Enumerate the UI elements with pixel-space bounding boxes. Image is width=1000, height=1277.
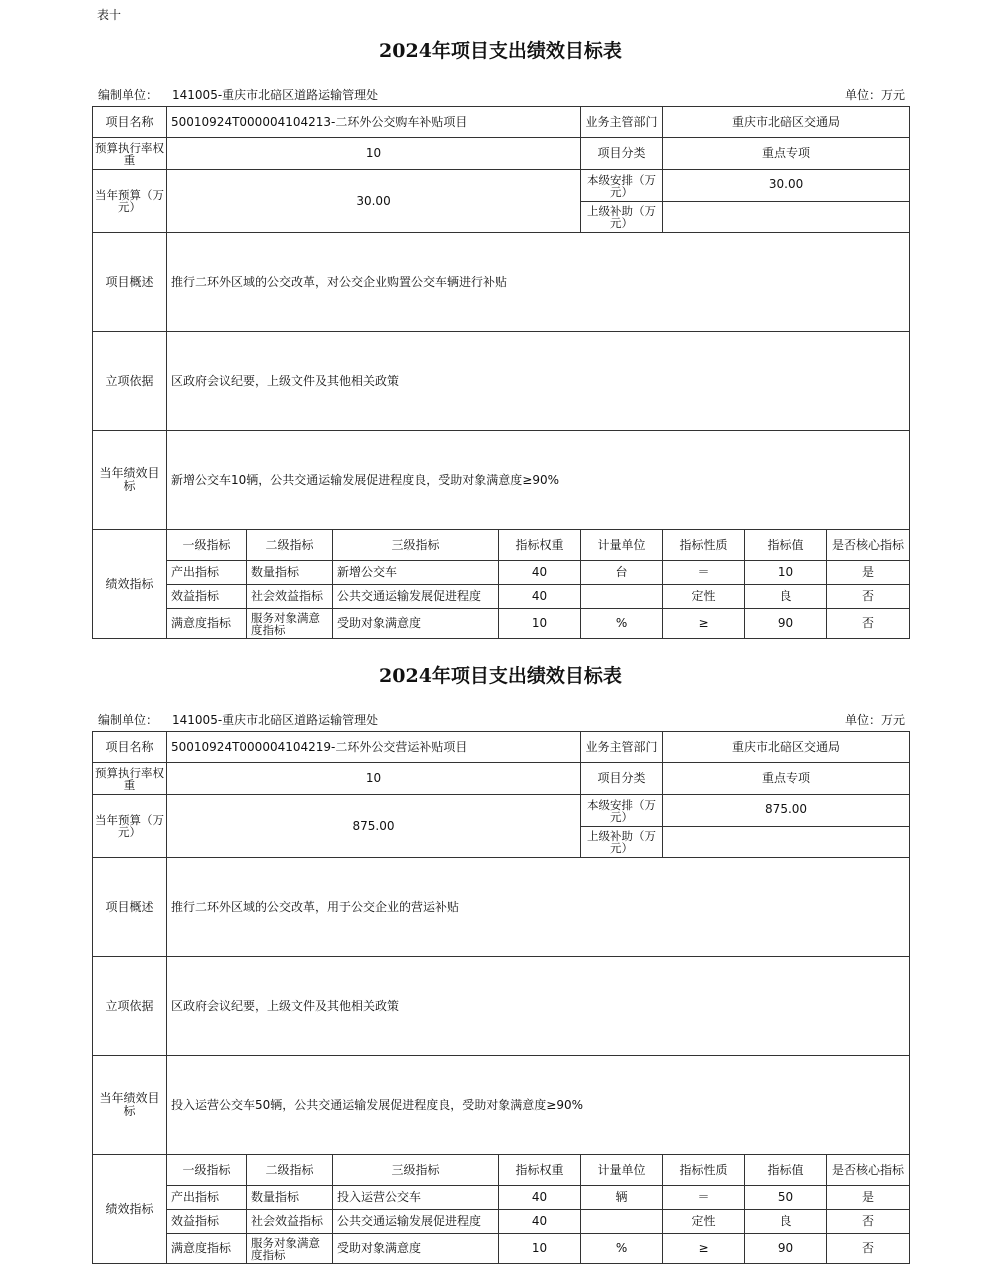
cell: 社会效益指标	[247, 1210, 333, 1234]
goal-value: 新增公交车10辆，公共交通运输发展促进程度良，受助对象满意度≥90%	[167, 431, 910, 530]
cell: 是	[827, 561, 910, 585]
cell: 90	[745, 609, 827, 639]
header-cell: 指标权重	[499, 530, 581, 561]
table-row	[93, 585, 910, 609]
cell: 服务对象满意度指标	[247, 1234, 333, 1264]
cell: 良	[745, 1210, 827, 1234]
cell: 效益指标	[167, 585, 247, 609]
cell: ＝	[663, 1186, 745, 1210]
cell: 是	[827, 1186, 910, 1210]
budget-label: 当年预算（万元）	[93, 170, 167, 233]
header-cell: 二级指标	[247, 1155, 333, 1186]
table-title: 2024年项目支出绩效目标表	[379, 40, 622, 62]
prepared-by-value: 141005-重庆市北碚区道路运输管理处	[172, 88, 379, 102]
table-row	[93, 1210, 910, 1234]
cell: 10	[745, 561, 827, 585]
header-cell: 一级指标	[167, 530, 247, 561]
upper-subsidy-label: 上级补助（万元）	[581, 202, 663, 233]
upper-subsidy-value	[663, 202, 910, 233]
upper-subsidy-label: 上级补助（万元）	[581, 827, 663, 858]
header-cell: 计量单位	[581, 530, 663, 561]
table-meta	[92, 86, 909, 104]
prepared-by-value: 141005-重庆市北碚区道路运输管理处	[172, 713, 379, 727]
header-cell: 指标性质	[663, 530, 745, 561]
cell: %	[581, 609, 663, 639]
dept-value: 重庆市北碚区交通局	[663, 107, 910, 138]
cell: 投入运营公交车	[333, 1186, 499, 1210]
cell: 否	[827, 1234, 910, 1264]
header-cell: 三级指标	[333, 1155, 499, 1186]
table-row	[93, 609, 910, 639]
goal-value: 投入运营公交车50辆，公共交通运输发展促进程度良，受助对象满意度≥90%	[167, 1056, 910, 1155]
dept-value: 重庆市北碚区交通局	[663, 732, 910, 763]
dept-label: 业务主管部门	[581, 107, 663, 138]
header-cell: 指标权重	[499, 1155, 581, 1186]
overview-label: 项目概述	[93, 233, 167, 332]
money-unit: 单位：万元	[844, 713, 905, 727]
table-row	[93, 561, 910, 585]
cell: 产出指标	[167, 1186, 247, 1210]
category-value: 重点专项	[663, 763, 910, 795]
project-name-value: 50010924T000004104219-二环外公交营运补贴项目	[167, 732, 581, 763]
cell: 40	[499, 561, 581, 585]
cell: 台	[581, 561, 663, 585]
project-name-value: 50010924T000004104213-二环外公交购车补贴项目	[167, 107, 581, 138]
cell: 40	[499, 1186, 581, 1210]
weight-label: 预算执行率权重	[93, 138, 167, 170]
cell: 效益指标	[167, 1210, 247, 1234]
money-unit: 单位：万元	[844, 88, 905, 102]
local-budget-value: 875.00	[663, 795, 910, 827]
cell: 定性	[663, 585, 745, 609]
cell: 服务对象满意度指标	[247, 609, 333, 639]
budget-value: 30.00	[167, 170, 581, 233]
dept-label: 业务主管部门	[581, 732, 663, 763]
cell: 辆	[581, 1186, 663, 1210]
basis-label: 立项依据	[93, 332, 167, 431]
category-value: 重点专项	[663, 138, 910, 170]
cell	[581, 585, 663, 609]
performance-table-1	[92, 36, 909, 639]
goal-table	[92, 731, 910, 1264]
overview-label: 项目概述	[93, 858, 167, 957]
cell: 受助对象满意度	[333, 1234, 499, 1264]
table-title: 2024年项目支出绩效目标表	[379, 665, 622, 687]
cell: 满意度指标	[167, 609, 247, 639]
upper-subsidy-value	[663, 827, 910, 858]
header-cell: 是否核心指标	[827, 530, 910, 561]
cell: 90	[745, 1234, 827, 1264]
cell: 数量指标	[247, 1186, 333, 1210]
cell: 10	[499, 1234, 581, 1264]
cell: 40	[499, 585, 581, 609]
budget-label: 当年预算（万元）	[93, 795, 167, 858]
goal-label: 当年绩效目标	[93, 1056, 167, 1155]
header-cell: 指标性质	[663, 1155, 745, 1186]
budget-value: 875.00	[167, 795, 581, 858]
local-budget-label: 本级安排（万元）	[581, 795, 663, 827]
header-cell: 二级指标	[247, 530, 333, 561]
table-row	[93, 1234, 910, 1264]
perf-indicators-label: 绩效指标	[93, 530, 167, 639]
cell: 否	[827, 1210, 910, 1234]
cell: 新增公交车	[333, 561, 499, 585]
weight-value: 10	[167, 763, 581, 795]
weight-label: 预算执行率权重	[93, 763, 167, 795]
cell: ＝	[663, 561, 745, 585]
cell: 满意度指标	[167, 1234, 247, 1264]
basis-value: 区政府会议纪要，上级文件及其他相关政策	[167, 332, 910, 431]
prepared-by-label: 编制单位：	[98, 88, 159, 102]
cell	[581, 1210, 663, 1234]
cell: 否	[827, 609, 910, 639]
header-cell: 指标值	[745, 530, 827, 561]
cell: 良	[745, 585, 827, 609]
perf-indicators-label: 绩效指标	[93, 1155, 167, 1264]
header-cell: 指标值	[745, 1155, 827, 1186]
cell: 受助对象满意度	[333, 609, 499, 639]
category-label: 项目分类	[581, 138, 663, 170]
basis-value: 区政府会议纪要，上级文件及其他相关政策	[167, 957, 910, 1056]
overview-value: 推行二环外区域的公交改革，对公交企业购置公交车辆进行补贴	[167, 233, 910, 332]
project-name-label: 项目名称	[93, 732, 167, 763]
cell: ≥	[663, 609, 745, 639]
cell: 数量指标	[247, 561, 333, 585]
project-name-label: 项目名称	[93, 107, 167, 138]
category-label: 项目分类	[581, 763, 663, 795]
overview-value: 推行二环外区域的公交改革，用于公交企业的营运补贴	[167, 858, 910, 957]
prepared-by-label: 编制单位：	[98, 713, 159, 727]
cell: 10	[499, 609, 581, 639]
cell: 公共交通运输发展促进程度	[333, 1210, 499, 1234]
local-budget-label: 本级安排（万元）	[581, 170, 663, 202]
cell: 40	[499, 1210, 581, 1234]
cell: 定性	[663, 1210, 745, 1234]
goal-table	[92, 106, 910, 639]
cell: 公共交通运输发展促进程度	[333, 585, 499, 609]
cell: 产出指标	[167, 561, 247, 585]
cell: 50	[745, 1186, 827, 1210]
basis-label: 立项依据	[93, 957, 167, 1056]
local-budget-value: 30.00	[663, 170, 910, 202]
performance-table-2	[92, 661, 909, 1264]
header-cell: 是否核心指标	[827, 1155, 910, 1186]
weight-value: 10	[167, 138, 581, 170]
goal-label: 当年绩效目标	[93, 431, 167, 530]
cell: 否	[827, 585, 910, 609]
table-row	[93, 1186, 910, 1210]
header-cell: 一级指标	[167, 1155, 247, 1186]
cell: ≥	[663, 1234, 745, 1264]
table-number-label: 表十	[97, 8, 122, 22]
cell: 社会效益指标	[247, 585, 333, 609]
header-cell: 计量单位	[581, 1155, 663, 1186]
table-meta	[92, 711, 909, 729]
cell: %	[581, 1234, 663, 1264]
header-cell: 三级指标	[333, 530, 499, 561]
